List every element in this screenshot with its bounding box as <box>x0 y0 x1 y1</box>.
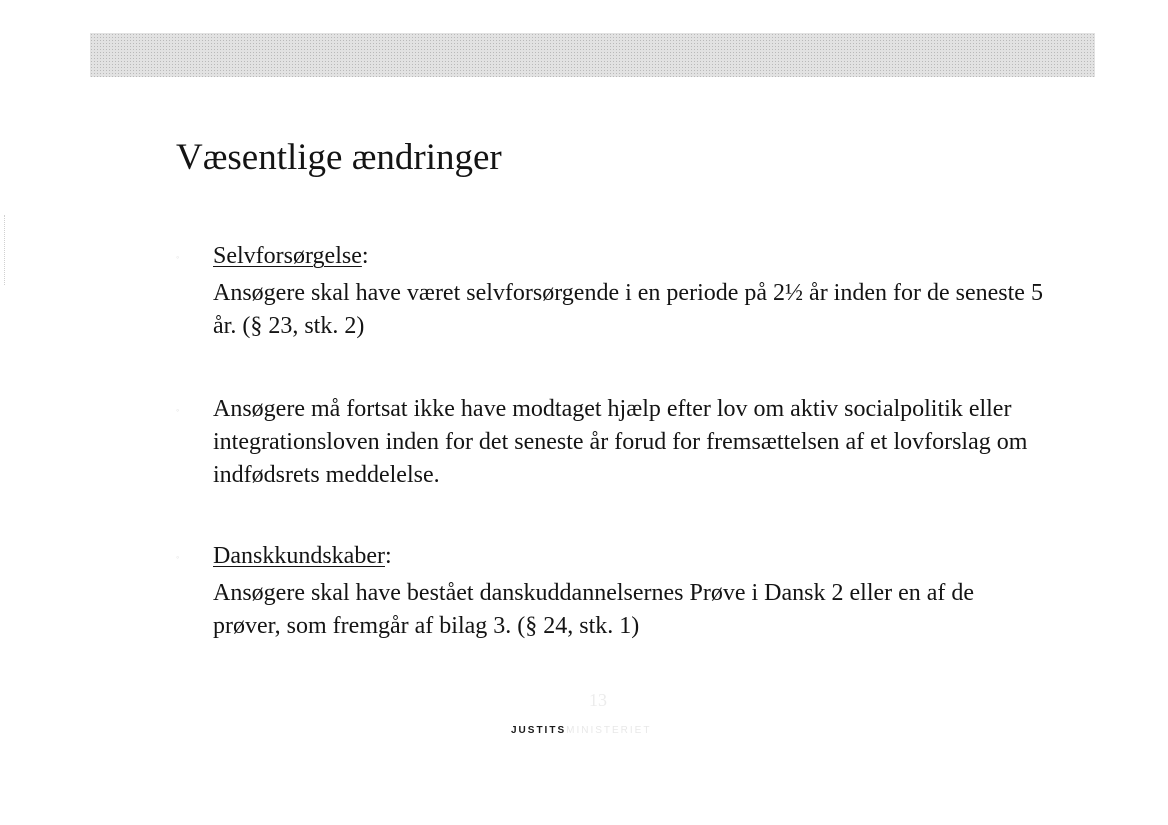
section-body: Ansøgere må fortsat ikke have modtaget hjælp efter lov om aktiv socialpolitik eller integrationsloven inden for det seneste år forud for fremsættelsen af et lovforslag om indfødsrets meddelelse. <box>213 396 1028 488</box>
margin-mark <box>4 215 6 285</box>
footer-brand-faint: MINISTERIET <box>566 725 652 736</box>
section-hjaelp <box>176 393 1043 492</box>
section-heading-label: Selvforsørgelse <box>213 243 362 269</box>
page-number: 13 <box>589 690 607 710</box>
section-body: Ansøgere skal have været selvforsørgende i en periode på 2½ år inden for de seneste 5 år. (§ 23, stk. 2) <box>213 280 1043 339</box>
slide-title: Væsentlige ændringer <box>176 137 502 178</box>
bullet-icon: ◦ <box>176 552 180 562</box>
bullet-icon: ◦ <box>176 405 180 415</box>
section-danskkundskaber <box>176 540 1043 643</box>
section-heading <box>213 540 1043 573</box>
header-band <box>90 33 1095 77</box>
section-body: Ansøgere skal have bestået danskuddannelsernes Prøve i Dansk 2 eller en af de prøver, som fremgår af bilag 3. (§ 24, stk. 1) <box>213 580 975 639</box>
footer-logo <box>511 725 651 736</box>
heading-colon: : <box>361 243 369 269</box>
bullet-icon: ◦ <box>176 252 180 262</box>
section-heading <box>213 240 1043 273</box>
section-heading-label: Danskkundskaber <box>213 543 385 569</box>
section-selvforsorgelse <box>176 240 1043 343</box>
footer-brand: JUSTITS <box>511 725 567 736</box>
heading-colon: : <box>384 543 392 569</box>
